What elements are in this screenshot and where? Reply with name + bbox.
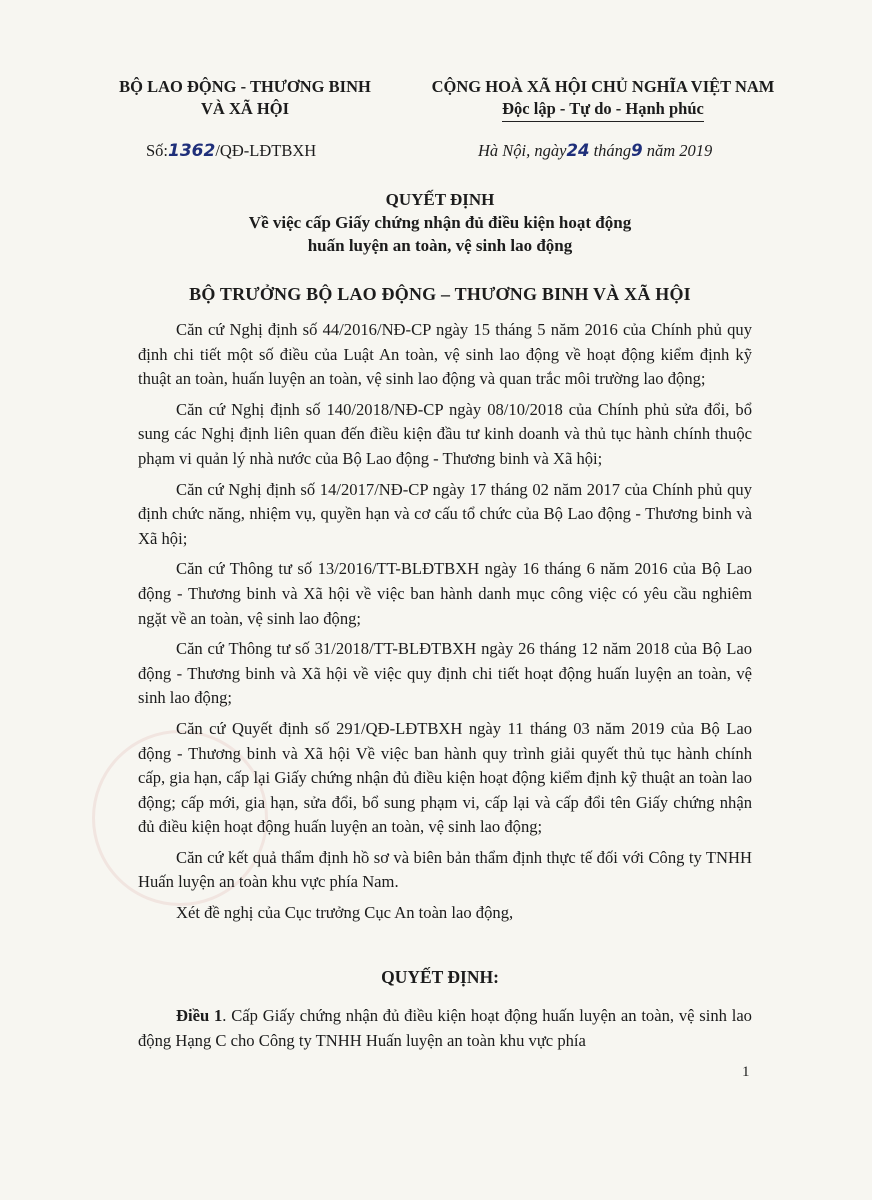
ministry-name-line1: BỘ LAO ĐỘNG - THƯƠNG BINH: [119, 77, 371, 96]
decision-title: [100, 188, 780, 257]
preamble-paragraph: Căn cứ Thông tư số 31/2018/TT-BLĐTBXH ngày 26 tháng 12 năm 2018 của Bộ Lao động - Thương binh và Xã hội về việc quy định chi tiết hoạt động huấn luyện an toàn, vệ sinh lao động;: [138, 639, 752, 708]
article-1-text: . Cấp Giấy chứng nhận đủ điều kiện hoạt động huấn luyện an toàn, vệ sinh lao động Hạng C cho Công ty TNHH Huấn luyện an toàn khu vực phía: [138, 1006, 752, 1050]
date-month-handwritten: 9: [631, 141, 643, 160]
preamble-paragraph: Căn cứ kết quả thẩm định hồ sơ và biên bản thẩm định thực tế đối với Công ty TNHH Huấn luyện an toàn khu vực phía Nam.: [138, 847, 752, 892]
decision-subject-line2: huấn luyện an toàn, vệ sinh lao động: [307, 236, 573, 255]
preamble-paragraph: Căn cứ Quyết định số 291/QĐ-LĐTBXH ngày 11 tháng 03 năm 2019 của Bộ Lao động - Thương binh và Xã hội Về việc ban hành quy trình giải quyết thủ tục hành chính cấp, gia hạn, cấp lại Giấy chứng nhận đủ điều kiện hoạt động kiểm định kỹ thuật an toàn lao động; cấp mới, gia hạn, sửa đổi, bổ sung phạm vi, cấp lại và cấp đổi tên Giấy chứng nhận đủ điều kiện hoạt động huấn luyện an toàn, vệ sinh lao động;: [138, 718, 752, 837]
preamble-paragraph: Căn cứ Nghị định số 14/2017/NĐ-CP ngày 17 tháng 02 năm 2017 của Chính phủ quy định chức năng, nhiệm vụ, quyền hạn và cơ cấu tổ chức của Bộ Lao động - Thương binh và Xã hội;: [138, 479, 752, 548]
ministry-header: [100, 76, 390, 120]
date-year: năm 2019: [646, 141, 713, 160]
date-month-label: tháng: [593, 141, 632, 160]
article-1-paragraph: [138, 1004, 752, 1053]
article-1: [138, 1004, 752, 1053]
preamble: [138, 318, 752, 932]
preamble-paragraph: Căn cứ Thông tư số 13/2016/TT-BLĐTBXH ngày 16 tháng 6 năm 2016 của Bộ Lao động - Thương binh và Xã hội về việc ban hành danh mục công việc có yêu cầu nghiêm ngặt về an toàn, vệ sinh lao động;: [138, 559, 752, 628]
document-number-prefix: Số:: [146, 141, 169, 160]
ministry-name-line2: VÀ XÃ HỘI: [200, 99, 289, 118]
date-prefix: Hà Nội, ngày: [478, 141, 567, 160]
issuing-authority: BỘ TRƯỞNG BỘ LAO ĐỘNG – THƯƠNG BINH VÀ XÃ HỘI: [189, 284, 691, 304]
document-number: [146, 141, 316, 161]
preamble-paragraph: Căn cứ Nghị định số 140/2018/NĐ-CP ngày 08/10/2018 của Chính phủ sửa đổi, bổ sung các Nghị định liên quan đến điều kiện đầu tư kinh doanh và thủ tục hành chính thuộc phạm vi quản lý nhà nước của Bộ Lao động - Thương binh và Xã hội;: [138, 399, 752, 468]
document-number-handwritten: 1362: [168, 141, 216, 161]
page-number: 1: [742, 1064, 750, 1080]
document-number-suffix: /QĐ-LĐTBXH: [215, 141, 317, 160]
decides-heading: QUYẾT ĐỊNH:: [381, 967, 499, 987]
decision-heading: QUYẾT ĐỊNH: [385, 190, 495, 209]
national-header: [408, 76, 798, 122]
preamble-paragraph: Xét đề nghị của Cục trưởng Cục An toàn lao động,: [176, 903, 514, 923]
article-1-label: Điều 1: [176, 1006, 223, 1025]
issue-date: [478, 141, 712, 161]
date-day-handwritten: 24: [566, 141, 590, 160]
preamble-paragraph: Căn cứ Nghị định số 44/2016/NĐ-CP ngày 15 tháng 5 năm 2016 của Chính phủ quy định chi tiết một số điều của Luật An toàn, vệ sinh lao động về hoạt động kiểm định kỹ thuật an toàn, huấn luyện an toàn, vệ sinh lao động và quan trắc môi trường lao động;: [138, 320, 752, 389]
national-motto: Độc lập - Tự do - Hạnh phúc: [502, 98, 704, 122]
country-name: CỘNG HOÀ XÃ HỘI CHỦ NGHĨA VIỆT NAM: [431, 77, 775, 96]
decision-subject-line1: Về việc cấp Giấy chứng nhận đủ điều kiện hoạt động: [248, 213, 632, 232]
